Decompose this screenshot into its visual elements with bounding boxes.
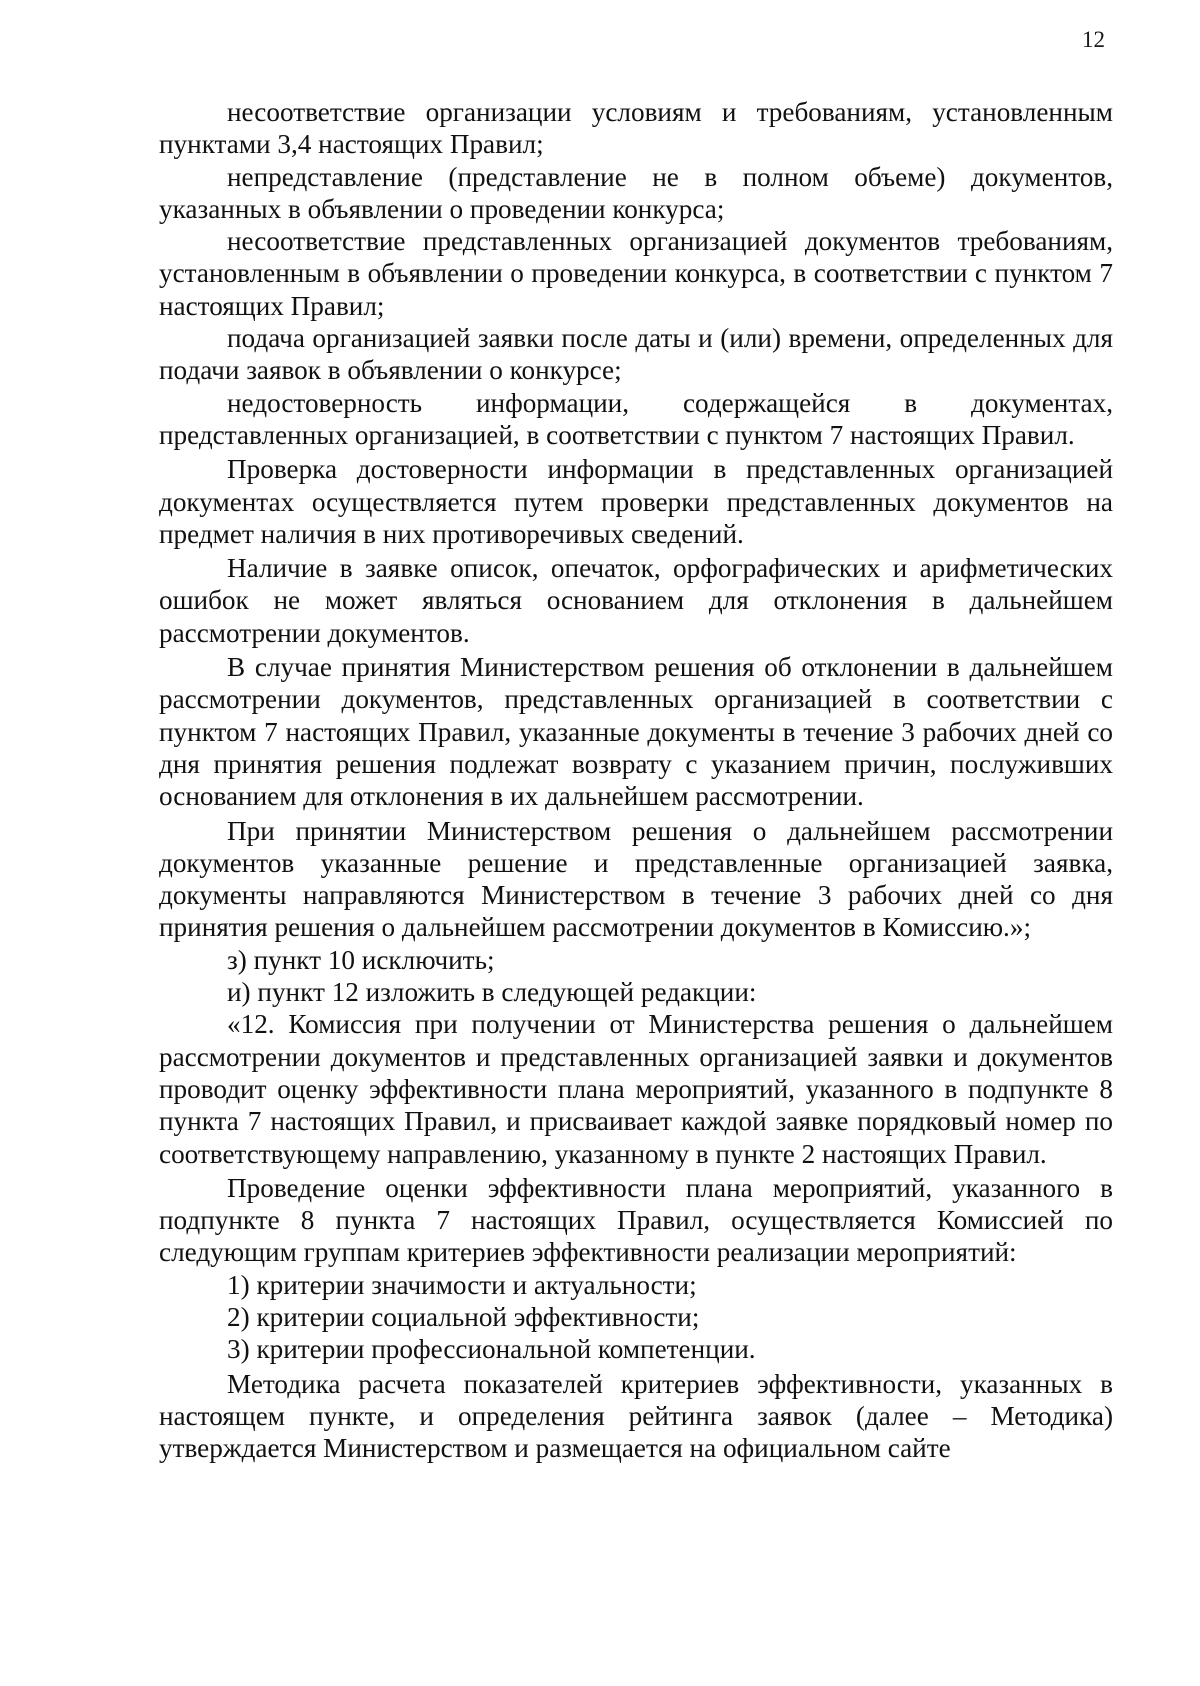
list-item-criteria-2: 2) критерии социальной эффективности; — [227, 1301, 700, 1332]
paragraph-item-z: з) пункт 10 исключить; — [227, 944, 495, 975]
paragraph-rejection-return: В случае принятия Министерством решения об отклонении в дальнейшем рассмотрении документов, представленных организацией в соответствии с пунктом 7 настоящих Правил, указанные документы в течение 3 рабочих дней со дня принятия решения подлежат возврату с указанием причин, послуживших основанием для отклонения в их дальнейшем рассмотрении. — [159, 652, 1113, 812]
list-item-criteria-3: 3) критерии профессиональной компетенции. — [227, 1334, 756, 1365]
page-number: 12 — [1082, 27, 1105, 52]
paragraph-further-review: При принятии Министерством решения о дальнейшем рассмотрении документов указанные решение и представленные организацией заявка, документы направляются Министерством в течение 3 рабочих дней со дня принятия решения о дальнейшем рассмотрении документов в Комиссию.»; — [159, 815, 1113, 943]
paragraph-evaluation: Проведение оценки эффективности плана мероприятий, указанного в подпункте 8 пункта 7 настоящих Правил, осуществляется Комиссией по следующим группам критериев эффективности реализации мероприятий: — [159, 1172, 1113, 1268]
paragraph-documents-mismatch: несоответствие представленных организацией документов требованиям, установленным в объявлении о проведении конкурса, в соответствии с пунктом 7 настоящих Правил; — [159, 226, 1113, 321]
paragraph-item-i: и) пункт 12 изложить в следующей редакции: — [227, 977, 757, 1008]
paragraph-typos: Наличие в заявке описок, опечаток, орфографических и арифметических ошибок не может являться основанием для отклонения в дальнейшем рассмотрении документов. — [159, 553, 1113, 648]
paragraph-condition-mismatch: несоответствие организации условиям и требованиям, установленным пунктами 3,4 настоящих Правил; — [159, 97, 1113, 160]
paragraph-late-submission: подача организацией заявки после даты и (или) времени, определенных для подачи заявок в объявлении о конкурсе; — [159, 323, 1113, 386]
list-item-criteria-1: 1) критерии значимости и актуальности; — [227, 1269, 697, 1300]
document-body — [159, 96, 1113, 1464]
paragraph-clause-12: «12. Комиссия при получении от Министерства решения о дальнейшем рассмотрении документов и представленных организацией заявки и документов проводит оценку эффективности плана мероприятий, указанного в подпункте 8 пункта 7 настоящих Правил, и присваивает каждой заявке порядковый номер по соответствующему направлению, указанному в пункте 2 настоящих Правил. — [159, 1009, 1113, 1169]
paragraph-unreliable-information: недостоверность информации, содержащейся в документах, представленных организацией, в соответствии с пунктом 7 настоящих Правил. — [159, 387, 1113, 450]
paragraph-methodology: Методика расчета показателей критериев эффективности, указанных в настоящем пункте, и определения рейтинга заявок (далее – Методика) утверждается Министерством и размещается на официальном сайте — [159, 1368, 1113, 1464]
paragraph-verification: Проверка достоверности информации в представленных организацией документах осуществляется путем проверки представленных документов на предмет наличия в них противоречивых сведений. — [159, 454, 1113, 549]
paragraph-missing-documents: непредставление (представление не в полном объеме) документов, указанных в объявлении о проведении конкурса; — [159, 161, 1113, 224]
